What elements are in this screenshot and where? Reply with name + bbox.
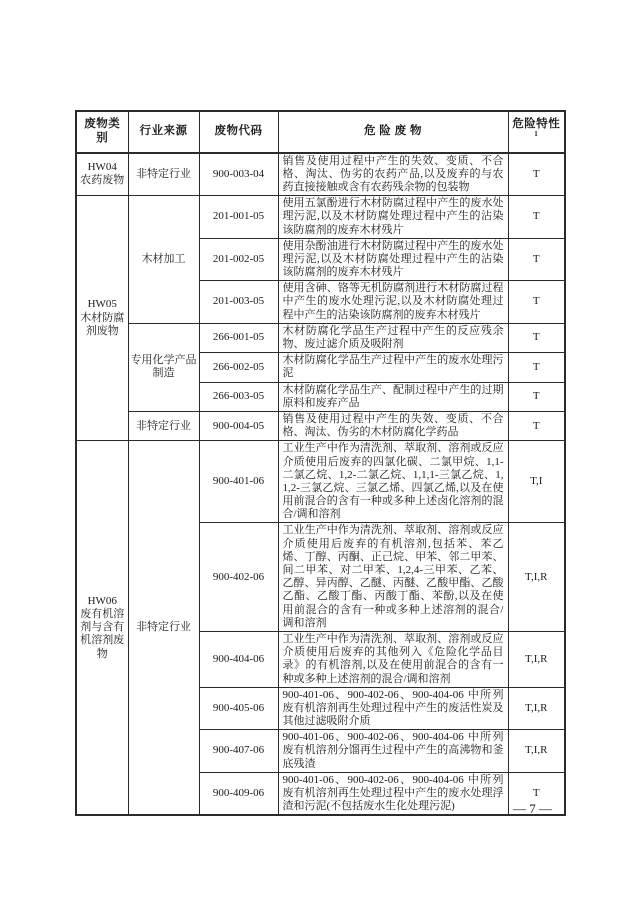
waste-code-cell: 900-401-06: [199, 441, 278, 523]
header-waste-category: 废物类别: [76, 111, 128, 153]
waste-description-cell: 销售及使用过程中产生的失效、变质、不合格、淘汰、伪劣的农药产品,以及废弃的与农药直接接触或含有农药残余物的包装物: [278, 153, 508, 196]
waste-category-code: HW04: [87, 161, 117, 174]
hazard-property-cell: T,I,R: [508, 730, 565, 773]
industry-source-cell: 非特定行业: [128, 153, 199, 196]
waste-description-cell: 工业生产中作为清洗剂、萃取剂、溶剂或反应介质使用后废弃的四氯化碳、二氯甲烷、1,1-二氯乙烷、1,2-二氯乙烷、1,1,1-三氯乙烷、1,1,2-三氯乙烷、三氯乙烯、四氯乙烯,以及在使用前混合的含有一种或多种上述卤化溶剂的混合/调和溶剂: [278, 441, 508, 523]
waste-description-cell: 销售及使用过程中产生的失效、变质、不合格、淘汰、伪劣的木材防腐化学药品: [278, 411, 508, 440]
industry-source-cell: 专用化学产品制造: [128, 323, 199, 411]
header-waste-code: 废物代码: [199, 111, 278, 153]
waste-description-cell: 木材防腐化学品生产、配制过程中产生的过期原料和废弃产品: [278, 382, 508, 411]
waste-code-cell: 201-001-05: [199, 196, 278, 239]
hazard-property-cell: T: [508, 281, 565, 324]
hazard-property-cell: T: [508, 196, 565, 239]
header-industry-source: 行业来源: [128, 111, 199, 153]
hazard-property-cell: T,I,R: [508, 631, 565, 687]
waste-code-cell: 266-003-05: [199, 382, 278, 411]
waste-category-cell: [76, 153, 128, 196]
hazard-property-cell: T: [508, 411, 565, 440]
waste-code-cell: 900-405-06: [199, 687, 278, 730]
waste-category-name: 农药废物: [80, 174, 125, 187]
table-header-row: [76, 111, 565, 153]
waste-category-code: HW06: [87, 594, 117, 607]
header-hazardous-waste: 危 险 废 物: [278, 111, 508, 153]
hazard-property-cell: T,I,R: [508, 523, 565, 632]
waste-description-cell: 工业生产中作为清洗剂、萃取剂、溶剂或反应介质使用后废弃的其他列入《危险化学品目录》的有机溶剂,以及在使用前混合的含有一种或多种上述溶剂的混合/调和溶剂: [278, 631, 508, 687]
table-row: [76, 411, 565, 440]
industry-source-cell: 木材加工: [128, 196, 199, 324]
hazard-property-cell: T: [508, 772, 565, 815]
hazardous-waste-table: [75, 110, 566, 816]
waste-code-cell: 201-003-05: [199, 281, 278, 324]
waste-code-cell: 900-407-06: [199, 730, 278, 773]
waste-description-cell: 使用五氯酚进行木材防腐过程中产生的废水处理污泥,以及木材防腐处理过程中产生的沾染该防腐剂的废弃木材残片: [278, 196, 508, 239]
waste-code-cell: 900-409-06: [199, 772, 278, 815]
waste-description-cell: 木材防腐化学品生产过程中产生的废水处理污泥: [278, 353, 508, 382]
waste-description-cell: 使用含砷、铬等无机防腐剂进行木材防腐过程中产生的废水处理污泥,以及木材防腐处理过程中产生的沾染该防腐剂的废弃木材残片: [278, 281, 508, 324]
hazard-property-cell: T: [508, 353, 565, 382]
header-hazard-property: [508, 111, 565, 153]
waste-description-cell: 900-401-06、900-402-06、900-404-06 中所列废有机溶剂再生处理过程中产生的废水处理浮渣和污泥(不包括废水生化处理污泥): [278, 772, 508, 815]
hazard-property-cell: T: [508, 382, 565, 411]
waste-code-cell: 266-001-05: [199, 323, 278, 352]
waste-code-cell: 900-004-05: [199, 411, 278, 440]
waste-code-cell: 201-002-05: [199, 238, 278, 281]
hazard-property-cell: T: [508, 153, 565, 196]
table-row: [76, 323, 565, 352]
waste-category-code: HW05: [87, 298, 117, 311]
hazard-property-cell: T: [508, 323, 565, 352]
waste-category-cell: [76, 441, 128, 816]
waste-description-cell: 木材防腐化学品生产过程中产生的反应残余物、废过滤介质及吸附剂: [278, 323, 508, 352]
hazard-property-cell: T,I,R: [508, 687, 565, 730]
table-row: [76, 153, 565, 196]
industry-source-cell: 非特定行业: [128, 411, 199, 440]
header-hazard-label: 危险特性: [512, 118, 561, 130]
hazard-property-cell: T: [508, 238, 565, 281]
waste-description-cell: 工业生产中作为清洗剂、萃取剂、溶剂或反应介质使用后废弃的有机溶剂,包括苯、苯乙烯、丁醇、丙酮、正己烷、甲苯、邻二甲苯、间二甲苯、对二甲苯、1,2,4-三甲苯、乙苯、乙醇、异丙醇、乙醚、丙醚、乙酸甲酯、乙酸乙酯、乙酸丁酯、丙酸丁酯、苯酚,以及在使用前混合的含有一种或多种上述溶剂的混合/调和溶剂: [278, 523, 508, 632]
industry-source-cell: 非特定行业: [128, 441, 199, 816]
page-number: — 7 —: [513, 801, 552, 816]
table-row: [76, 441, 565, 523]
hazard-footnote-marker: 1: [534, 129, 539, 138]
waste-code-cell: 266-002-05: [199, 353, 278, 382]
table-row: [76, 196, 565, 239]
waste-category-name: 废有机溶剂与含有机溶剂废物: [80, 608, 125, 660]
waste-code-cell: 900-003-04: [199, 153, 278, 196]
waste-category-name: 木材防腐剂废物: [80, 311, 125, 337]
waste-code-cell: 900-402-06: [199, 523, 278, 632]
waste-category-cell: [76, 196, 128, 441]
waste-description-cell: 900-401-06、900-402-06、900-404-06 中所列废有机溶剂分馏再生过程中产生的高沸物和釜底残渣: [278, 730, 508, 773]
waste-description-cell: 900-401-06、900-402-06、900-404-06 中所列废有机溶剂再生处理过程中产生的废活性炭及其他过滤吸附介质: [278, 687, 508, 730]
hazard-property-cell: T,I: [508, 441, 565, 523]
waste-description-cell: 使用杂酚油进行木材防腐过程中产生的废水处理污泥,以及木材防腐处理过程中产生的沾染该防腐剂的废弃木材残片: [278, 238, 508, 281]
waste-code-cell: 900-404-06: [199, 631, 278, 687]
